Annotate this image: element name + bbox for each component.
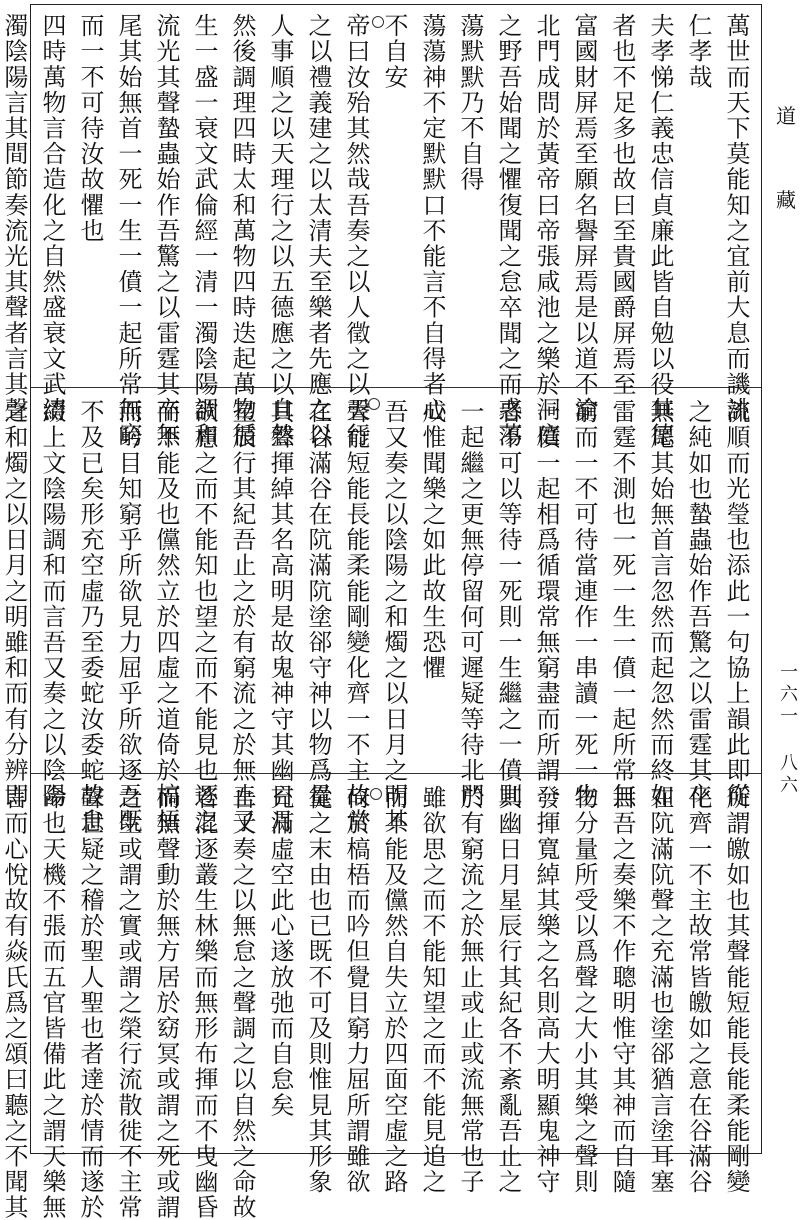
text-column: 命也天機不張而五官皆備此之謂天樂無 (38, 785, 66, 1220)
text-column: 生一盛一衰文武倫經一清一濁陰陽調和 (190, 13, 218, 449)
text-column: 從之末由也已既不可及則惟見其形象 (304, 785, 332, 1195)
text-column: 之純如也蟄蟲始作吾驚之以雷霆其卒 (684, 399, 712, 809)
text-panel-top (0, 7, 761, 449)
text-column: 不及已矣形充空虛乃至委蛇汝委蛇故怠 (76, 399, 104, 835)
page-number: 一六一 八六 (777, 662, 798, 797)
collection-title-char: 道 (776, 104, 796, 128)
text-column: 流光其聲蟄蟲始作吾驚之以雷霆其卒無 (152, 13, 180, 449)
text-column: 在谷滿谷在阬滿阬塗郤守神以物爲量 (304, 399, 332, 809)
text-column: 夫孝悌仁義忠信貞廉此皆自勉以役其德 (646, 13, 674, 449)
text-column: 北門成問於黃帝曰帝張咸池之樂於洞庭 (532, 13, 560, 449)
text-column: 而不能及也儻然立於四虛之道倚於槁梧 (152, 399, 180, 835)
text-column: 其幽日月星辰行其紀各不紊亂吾止之 (494, 785, 522, 1195)
text-column: 而不能及儻然自失立於四面空虛之路 (380, 785, 408, 1195)
text-column: 濁陰陽言其間節奏流光其聲者言其聲 (0, 13, 28, 423)
text-column: 之以禮義建之以太清夫至樂者先應之以 (304, 13, 332, 449)
text-column: 綴上文陰陽調和而言吾又奏之以陰陽 (38, 399, 66, 809)
binding-hole-mark (372, 16, 384, 28)
text-column: 所謂皦如也其聲能短能長能柔能剛變 (722, 785, 750, 1195)
text-column: 星辰行其紀吾止之於有窮流之於無止子 (228, 399, 256, 835)
text-column: 帝曰汝殆其然哉吾奏之以人徵之以天行 (342, 13, 370, 449)
text-column: 於有窮流之於無止或止或流無常也子 (456, 785, 484, 1195)
page-margin (772, 0, 800, 1160)
text-column: 成惟聞樂之如此故生恐懼 (418, 399, 446, 681)
text-column: 之野吾始聞之懼復聞之怠卒聞之而惑蕩 (494, 13, 522, 449)
text-column: 者也不足多也故曰至貴國爵屏焉至 (608, 13, 636, 397)
text-column: 化齊一不主故常皆皦如之意在谷滿谷 (684, 785, 712, 1195)
text-panel-bottom (0, 779, 761, 1220)
text-column: 發揮寬綽其樂之名則高大明顯鬼神守 (532, 785, 560, 1195)
text-column: 一起繼之更無停留何可遲疑等待北門 (456, 399, 484, 809)
text-frame (0, 4, 762, 1220)
text-panel-middle (0, 393, 761, 835)
text-column: 雖欲思之而不能知望之而不能見追之 (418, 785, 446, 1195)
binding-hole-mark (370, 788, 382, 800)
binding-hole-mark (368, 398, 380, 410)
text-column: 然後調理四時太和萬物四時迭起萬物循 (228, 13, 256, 449)
text-column: 倚於槁梧而吟但覺目窮力屈所謂雖欲 (342, 785, 370, 1195)
text-column: 吾又奏之以無怠之聲調之以自然之命故 (228, 785, 256, 1220)
text-column: 萬世而天下莫能知之宜前大息而譏誂 (722, 13, 750, 423)
text-column: 而一不可待汝故懼也 (76, 13, 104, 244)
text-column: 人事順之以天理行之以五德應之以自然 (266, 13, 294, 449)
text-column: 充滿虛空此心遂放弛而自怠矣 (266, 785, 294, 1118)
text-column: 若混逐叢生林樂而無形布揮而不曳幽昏 (190, 785, 218, 1220)
text-column: 雷霆不測也一死一生一僨一起所常無 (608, 399, 636, 809)
text-column: 在阬滿阬聲之充滿也塗郤猶言塗耳塞 (646, 785, 674, 1195)
text-column: 吾又奏之以陰陽之和燭之以日月之明其 (380, 399, 408, 835)
text-column: 四時萬物言合造化之自然盛衰文武清 (38, 13, 66, 423)
text-column: 流順而光瑩也添此一句協上韻此即從 (722, 399, 750, 809)
text-column: 欲慮之而不能知也望之而不能見也逐之 (190, 399, 218, 835)
text-column: 之和燭之以日月之明雖和而有分辨即 (0, 399, 28, 809)
text-column: 無尾其始無首言忽然而起忽然而終如 (646, 399, 674, 809)
text-column: 富國財屏焉至願名譽屏焉是以道不渝 (570, 13, 598, 423)
text-column: 聲能短能長能柔能剛變化齊一不主故常 (342, 399, 370, 835)
text-column: 蕩默默乃不自得 (456, 13, 484, 193)
text-column: 聲世疑之稽於聖人聖也者達於情而遂於 (76, 785, 104, 1220)
text-column: 目吾之奏樂不作聰明惟守其神而自隨 (608, 785, 636, 1195)
text-column: 仁孝哉 (684, 13, 712, 90)
text-column: 蕩蕩神不定默默口不能言不自得者心 (418, 13, 446, 423)
collection-title-char: 藏 (776, 188, 796, 212)
text-column: 而吟目知窮乎所欲見力屈乎所欲逐吾既 (114, 399, 142, 835)
text-column: 之生或謂之實或謂之榮行流散徙不主常 (114, 785, 142, 1220)
text-column: 窮而一不可待當連作一串讀一死一生 (570, 399, 598, 809)
text-column: 一僨一起相爲循環常無窮盡而所謂一 (532, 399, 560, 809)
text-column: 而無聲動於無方居於窈冥或謂之死或謂 (152, 785, 180, 1220)
text-column: 尾其始無首一死一生一僨一起所常無窮 (114, 13, 142, 449)
text-column: 物分量所受以爲聲之大小其樂之聲則 (570, 785, 598, 1195)
text-column: 不自安 (380, 13, 408, 90)
text-column: 其聲揮綽其名高明是故鬼神守其幽日月 (266, 399, 294, 835)
text-column: 者不可以等待一死則一生繼之一僨則 (494, 399, 522, 809)
text-column: 言而心悅故有焱氏爲之頌曰聽之不聞其 (0, 785, 28, 1220)
